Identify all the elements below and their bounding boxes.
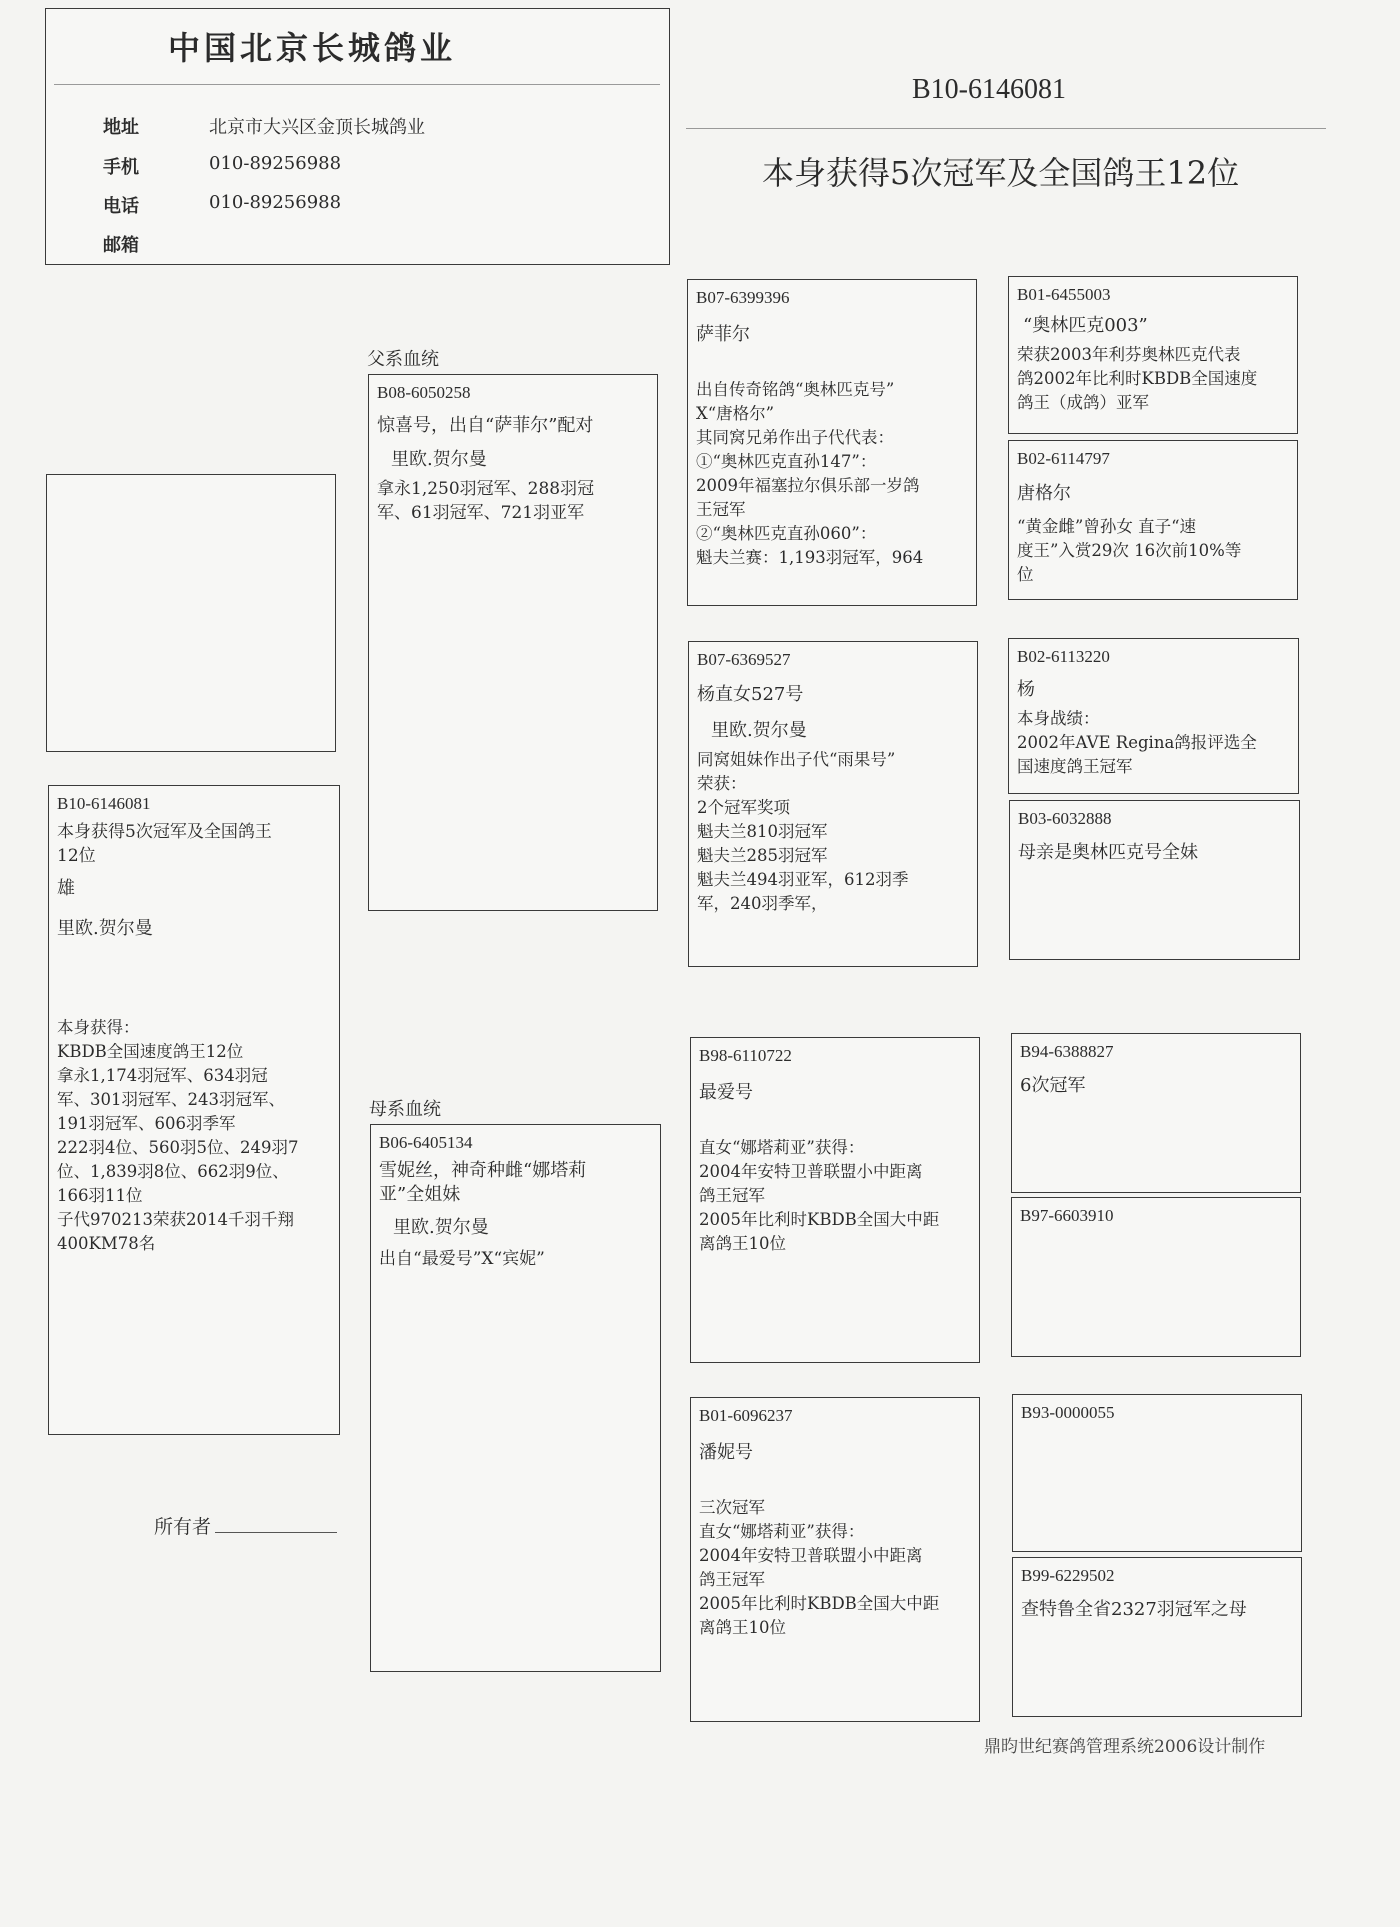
subject-ring-header: B10-6146081: [912, 74, 1066, 105]
ggp-1-name: “奥林匹克003”: [1023, 315, 1148, 336]
contact-label-address: 地址: [103, 117, 139, 138]
ggp-8-ring: B99-6229502: [1021, 1566, 1115, 1585]
contact-label-email: 邮箱: [103, 235, 139, 256]
great-grandparent-card: [1008, 440, 1298, 600]
ggp-3-desc: 本身战绩： 2002年AVE Regina鸽报评选全 国速度鸽王冠军: [1017, 709, 1257, 776]
gp-sd-owner: 里欧.贺尔曼: [711, 720, 807, 741]
ggp-2-desc: “黄金雌”曾孙女 直子“速 度王”入赏29次 16次前10%等 位: [1017, 517, 1242, 584]
ggp-1-desc: 荣获2003年利芬奥林匹克代表 鸽2002年比利时KBDB全国速度 鸽王（成鸽）亚军: [1017, 345, 1258, 412]
great-grandparent-card: [1011, 1033, 1301, 1193]
ggp-5-desc: 6次冠军: [1020, 1075, 1086, 1096]
ggp-8-desc: 查特鲁全省2327羽冠军之母: [1021, 1599, 1247, 1620]
contact-value-phone: 010-89256988: [209, 192, 342, 213]
gp-ss-name: 萨菲尔: [696, 324, 750, 345]
sire-desc: 拿永1,250羽冠军、288羽冠 军、61羽冠军、721羽亚军: [377, 479, 595, 523]
gp-ss-ring: B07-6399396: [696, 288, 790, 307]
ggp-7-ring: B93-0000055: [1021, 1403, 1115, 1422]
subject-sex: 雄: [57, 878, 75, 899]
contact-value-address: 北京市大兴区金顶长城鸽业: [209, 117, 425, 138]
sire-owner: 里欧.贺尔曼: [391, 449, 487, 470]
contact-label-phone: 电话: [103, 196, 139, 217]
gp-dd-desc: 三次冠军 直女“娜塔莉亚”获得： 2004年安特卫普联盟小中距离 鸽王冠军 2005年比利时KBDB全国大中距 离鸽王10位: [699, 1498, 940, 1637]
granddam-sire-side-card: [688, 641, 978, 967]
dam-section-label: 母系血统: [369, 1099, 441, 1120]
grandsire-dam-side-card: [690, 1037, 980, 1363]
gp-ds-name: 最爱号: [699, 1082, 753, 1103]
great-grandparent-card: [1009, 800, 1300, 960]
ggp-5-ring: B94-6388827: [1020, 1042, 1114, 1061]
company-name: 中国北京长城鸽业: [168, 29, 457, 67]
owner-signature-line: [215, 1532, 337, 1533]
dam-desc: 出自“最爱号”X“宾妮”: [379, 1249, 545, 1269]
ggp-3-name: 杨: [1017, 679, 1035, 700]
ggp-2-ring: B02-6114797: [1017, 449, 1110, 468]
subject-results: 本身获得： KBDB全国速度鸽王12位 拿永1,174羽冠军、634羽冠 军、301羽冠军、243羽冠军、 191羽冠军、606羽季军 222羽4位、560羽5位、249羽7 位、1,839羽8位、662羽9位、 166羽11位 子代970213荣获2014千羽千翔 400KM78名: [57, 1018, 299, 1253]
gp-dd-ring: B01-6096237: [699, 1406, 793, 1425]
subject-title: 本身获得5次冠军及全国鸽王 12位: [57, 822, 272, 866]
contact-value-mobile: 010-89256988: [209, 153, 342, 174]
gp-ds-desc: 直女“娜塔莉亚”获得： 2004年安特卫普联盟小中距离 鸽王冠军 2005年比利时KBDB全国大中距 离鸽王10位: [699, 1138, 940, 1253]
gp-sd-name: 杨直女527号: [697, 684, 804, 705]
headline-rule: [686, 128, 1326, 129]
great-grandparent-card: [1012, 1557, 1302, 1717]
ggp-6-ring: B97-6603910: [1020, 1206, 1114, 1225]
great-grandparent-card: [1012, 1394, 1302, 1552]
gp-sd-desc: 同窝姐妹作出子代“雨果号” 荣获： 2个冠军奖项 魁夫兰810羽冠军 魁夫兰285羽冠军 魁夫兰494羽亚军，612羽季 军，240羽季军，: [697, 750, 909, 913]
ggp-3-ring: B02-6113220: [1017, 647, 1110, 666]
granddam-dam-side-card: [690, 1397, 980, 1722]
sire-section-label: 父系血统: [367, 349, 439, 370]
subject-headline: 本身获得5次冠军及全国鸽王12位: [762, 154, 1240, 192]
gp-ds-ring: B98-6110722: [699, 1046, 792, 1065]
ggp-1-ring: B01-6455003: [1017, 285, 1111, 304]
sire-ring: B08-6050258: [377, 383, 471, 402]
header-divider: [54, 84, 660, 85]
ggp-7-desc: [1013, 1429, 1301, 1435]
contact-label-mobile: 手机: [103, 157, 139, 178]
photo-placeholder: [46, 474, 336, 752]
great-grandparent-card: [1008, 276, 1298, 434]
ggp-2-name: 唐格尔: [1017, 483, 1071, 504]
great-grandparent-card: [1011, 1197, 1301, 1357]
sire-card: [368, 374, 658, 911]
owner-label: 所有者: [154, 1516, 212, 1538]
dam-name: 雪妮丝，神奇种雌“娜塔莉 亚”全姐妹: [379, 1160, 587, 1205]
grandsire-sire-side-card: [687, 279, 977, 606]
gp-ss-desc: 出自传奇铭鸽“奥林匹克号” X“唐格尔” 其同窝兄弟作出子代代表： ①“奥林匹克直孙147”： 2009年福塞拉尔俱乐部一岁鸽 王冠军 ②“奥林匹克直孙060”： 魁夫兰赛：1,193羽冠军，964: [696, 380, 924, 567]
gp-sd-ring: B07-6369527: [697, 650, 791, 669]
footer-credit: 鼎昀世纪赛鸽管理系统2006设计制作: [984, 1737, 1266, 1757]
sire-name: 惊喜号，出自“萨菲尔”配对: [377, 415, 594, 436]
dam-owner: 里欧.贺尔曼: [393, 1217, 489, 1238]
ggp-6-desc: [1012, 1232, 1300, 1238]
subject-owner: 里欧.贺尔曼: [57, 918, 153, 939]
great-grandparent-card: [1008, 638, 1299, 794]
ggp-4-ring: B03-6032888: [1018, 809, 1112, 828]
dam-ring: B06-6405134: [379, 1133, 473, 1152]
gp-dd-name: 潘妮号: [699, 1442, 753, 1463]
company-header-box: [45, 8, 670, 265]
subject-card: [48, 785, 340, 1435]
subject-ring: B10-6146081: [57, 794, 151, 813]
dam-card: [370, 1124, 661, 1672]
ggp-4-desc: 母亲是奥林匹克号全妹: [1018, 842, 1198, 863]
